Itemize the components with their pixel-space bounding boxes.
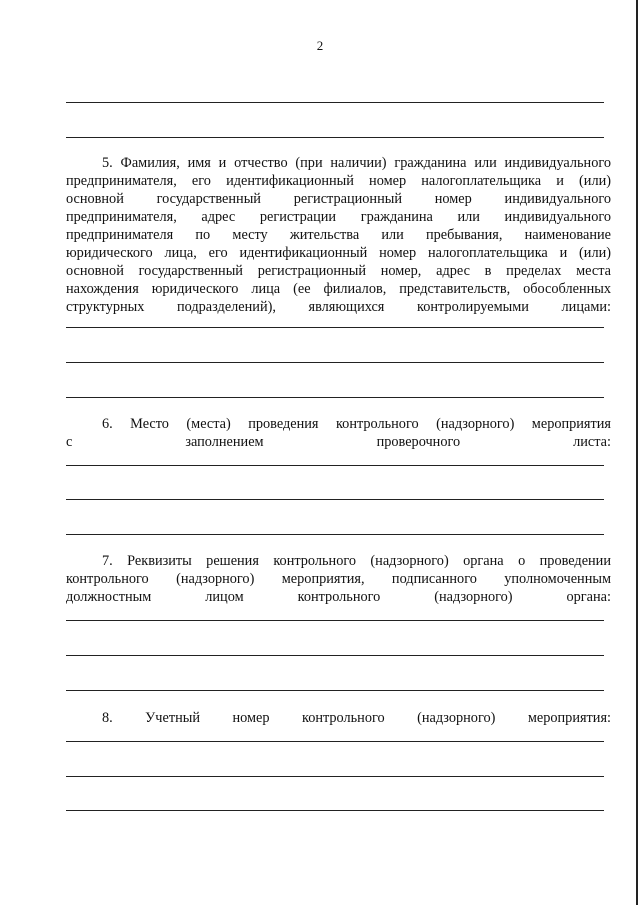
page-number: 2 — [316, 38, 324, 53]
section-6-text — [66, 415, 611, 451]
text-line: структурных подразделений), являющихся контролируемыми лицами: — [66, 299, 611, 315]
fill-line — [66, 397, 604, 398]
fill-line — [66, 655, 604, 656]
text-line: контрольного (надзорного) мероприятия, подписанного уполномоченным — [66, 571, 611, 587]
page-edge — [636, 0, 638, 905]
section-8-text — [66, 709, 611, 727]
fill-line — [66, 810, 604, 811]
text-line: предпринимателя, его идентификационный номер налогоплательщика и (или) — [66, 173, 611, 189]
text-line: основной государственный регистрационный номер индивидуального — [66, 191, 611, 207]
text-line: должностным лицом контрольного (надзорного) органа: — [66, 589, 611, 605]
text-line: 5. Фамилия, имя и отчество (при наличии) гражданина или индивидуального — [102, 155, 611, 171]
text-line: 7. Реквизиты решения контрольного (надзорного) органа о проведении — [102, 553, 611, 569]
fill-line — [66, 465, 604, 466]
fill-line — [66, 102, 604, 103]
section-7-text — [66, 552, 611, 606]
text-line: 6. Место (места) проведения контрольного (надзорного) мероприятия — [102, 416, 611, 432]
fill-line — [66, 534, 604, 535]
text-line: нахождения юридического лица (ее филиалов, представительств, обособленных — [66, 281, 611, 297]
text-line: 8. Учетный номер контрольного (надзорного) мероприятия: — [102, 710, 611, 726]
fill-line — [66, 362, 604, 363]
fill-line — [66, 327, 604, 328]
text-line: предпринимателя по месту жительства или пребывания, наименование — [66, 227, 611, 243]
fill-line — [66, 137, 604, 138]
section-5-text — [66, 154, 611, 316]
fill-line — [66, 741, 604, 742]
fill-line — [66, 776, 604, 777]
fill-line — [66, 690, 604, 691]
text-line: основной государственный регистрационный номер, адрес в пределах места — [66, 263, 611, 279]
text-line: с заполнением проверочного листа: — [66, 434, 611, 450]
fill-line — [66, 620, 604, 621]
fill-line — [66, 499, 604, 500]
text-line: юридического лица, его идентификационный номер налогоплательщика и (или) — [66, 245, 611, 261]
text-line: предпринимателя, адрес регистрации гражданина или индивидуального — [66, 209, 611, 225]
